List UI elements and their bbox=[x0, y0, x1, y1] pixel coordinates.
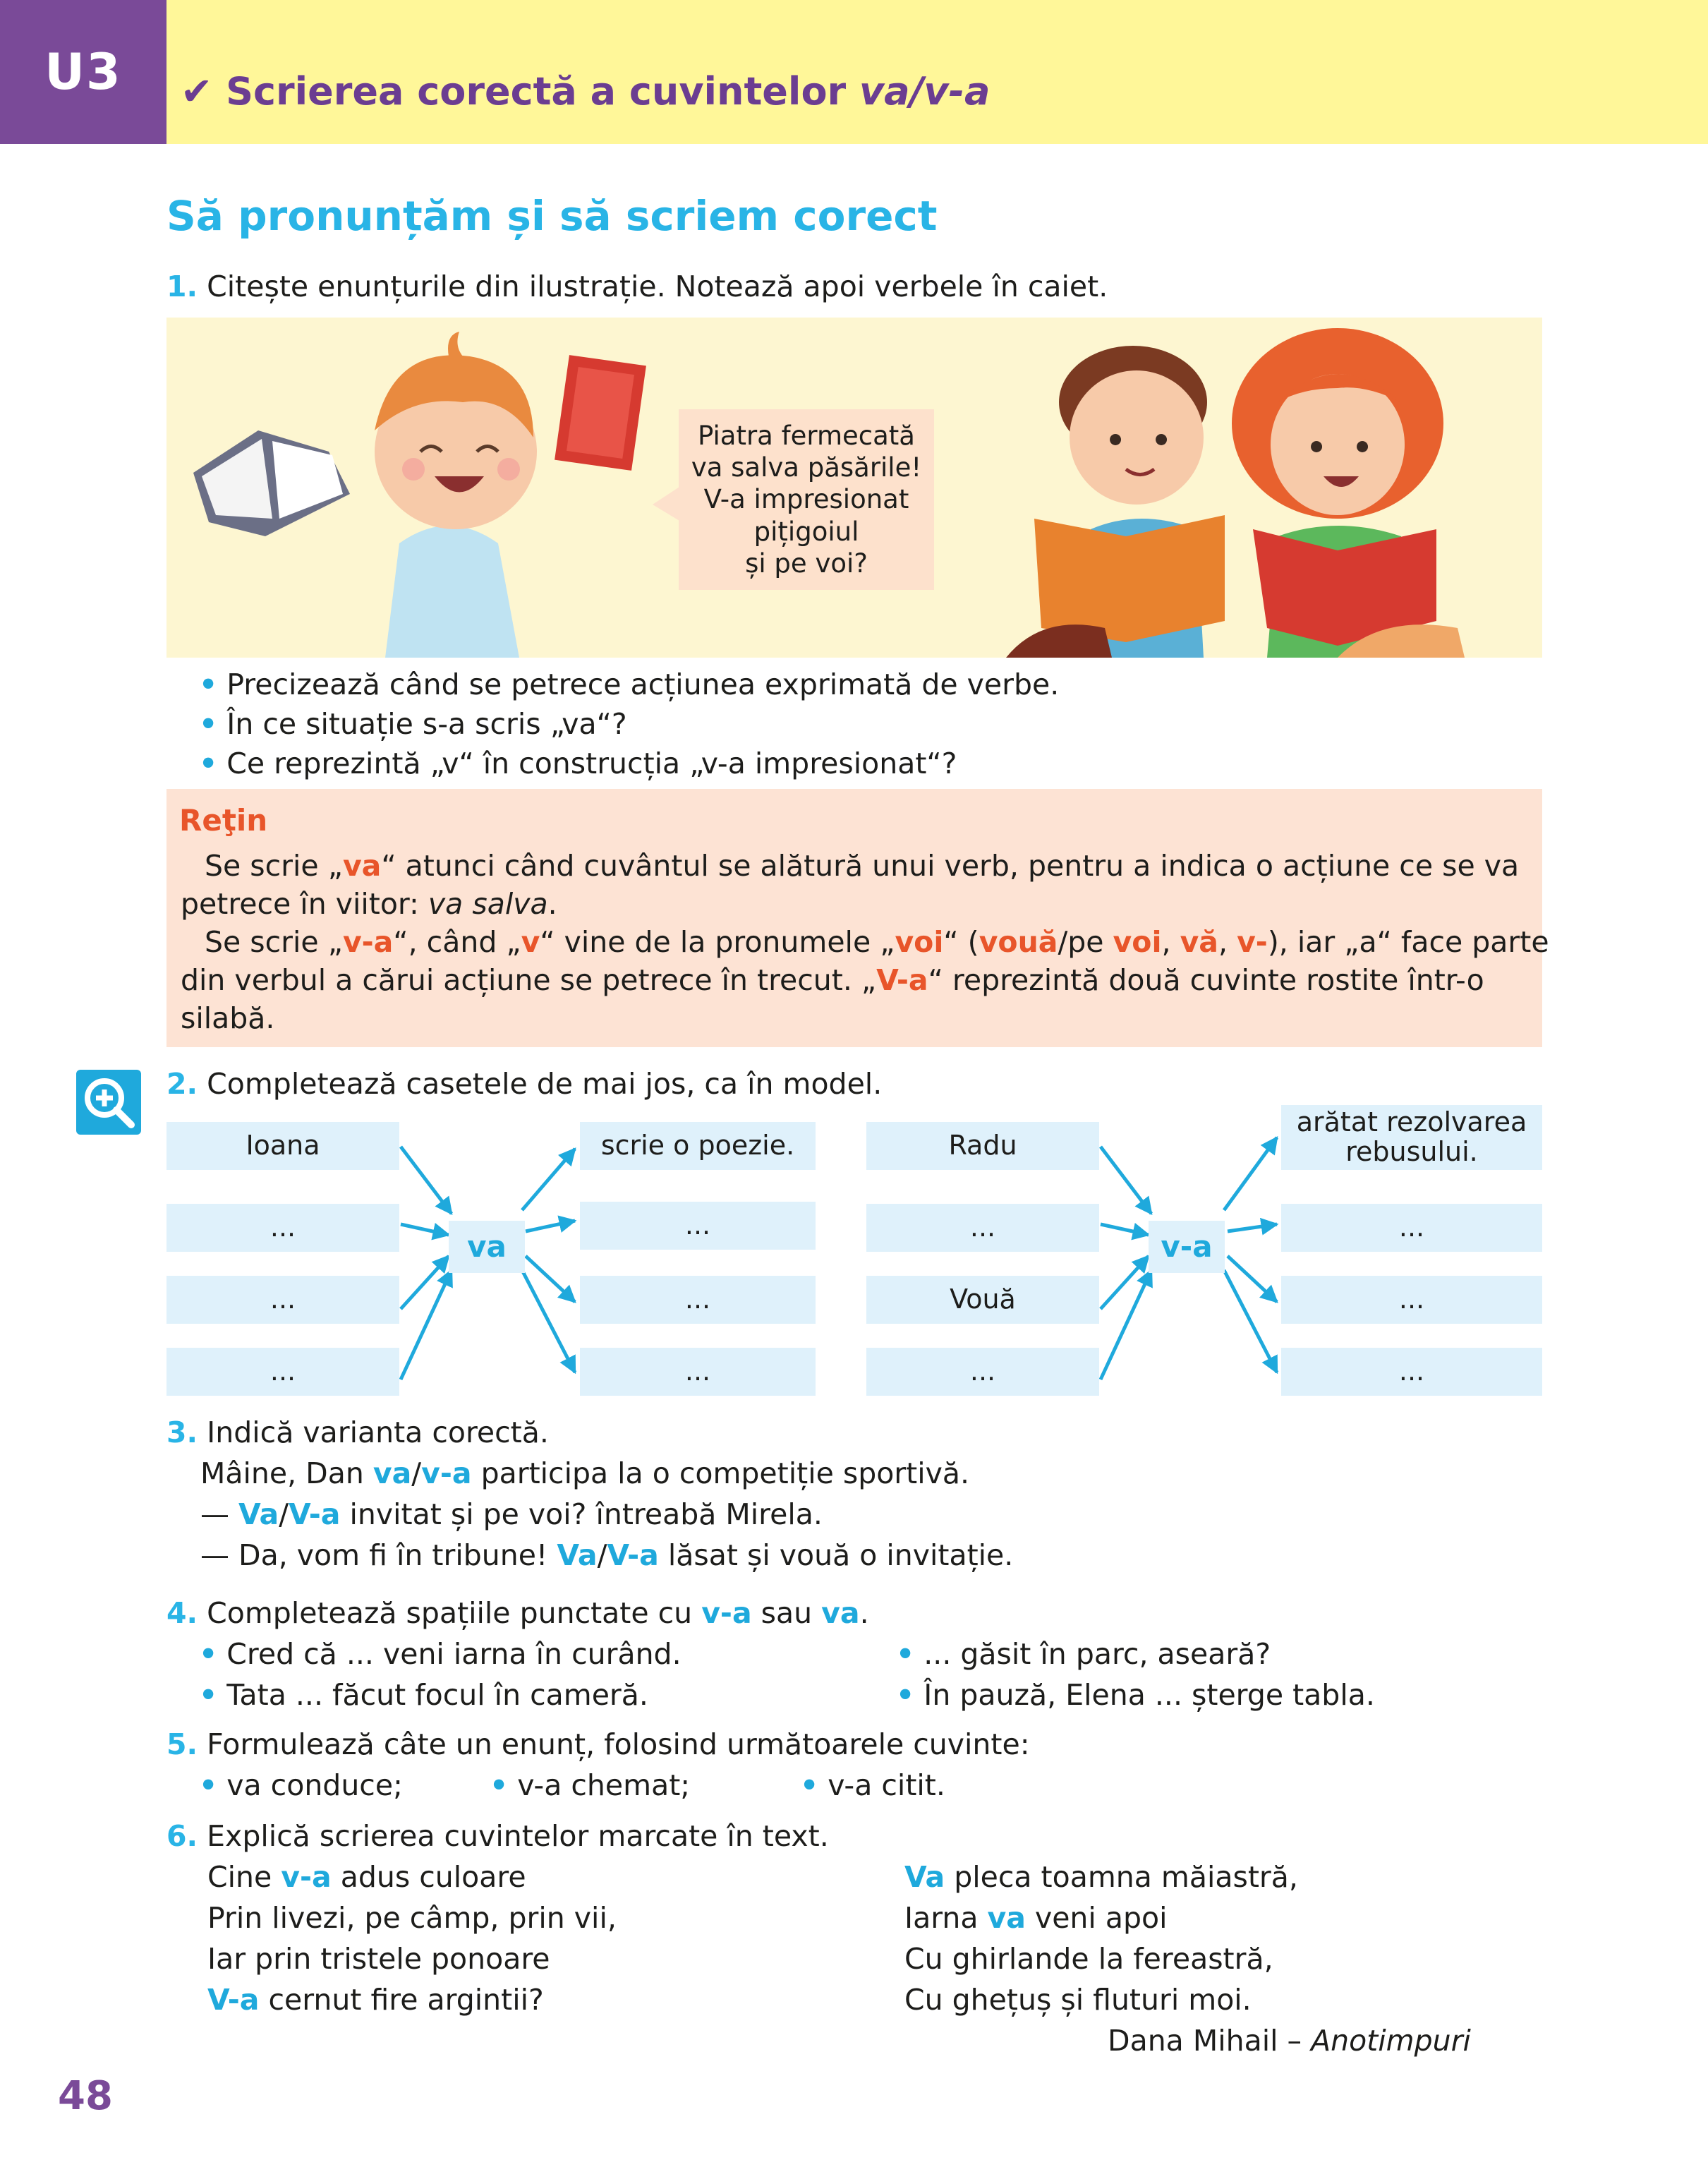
poem-line: Prin livezi, pe câmp, prin vii, bbox=[207, 1901, 617, 1935]
input-box[interactable]: ... bbox=[866, 1348, 1099, 1396]
page-number: 48 bbox=[58, 2073, 113, 2119]
output-box[interactable]: ... bbox=[1281, 1204, 1542, 1252]
input-box[interactable]: ... bbox=[866, 1204, 1099, 1252]
ex4-item: • Cred că ... veni iarna în curând. bbox=[199, 1637, 682, 1671]
poem-line: Va pleca toamna măiastră, bbox=[904, 1860, 1298, 1894]
output-box[interactable]: ... bbox=[580, 1348, 816, 1396]
check-icon: ✔ bbox=[181, 69, 213, 114]
input-box[interactable]: ... bbox=[166, 1204, 399, 1252]
poem-line: Cu ghețuș și fluturi moi. bbox=[904, 1983, 1252, 2017]
rule-line: silabă. bbox=[181, 1001, 275, 1035]
output-box[interactable]: ... bbox=[1281, 1276, 1542, 1324]
ex3-line: — Da, vom fi în tribune! Va/V-a lăsat și vouă o invitație. bbox=[200, 1538, 1014, 1572]
ex1-bullet: • În ce situație s-a scris „va“? bbox=[199, 707, 627, 741]
poem-attribution: Dana Mihail – Anotimpuri bbox=[1108, 2024, 1471, 2058]
ex3-instruction: 3. Indică varianta corectă. bbox=[166, 1416, 549, 1449]
section-title: Să pronunțăm și să scriem corect bbox=[166, 192, 938, 240]
ex2-instruction: 2. Completează casetele de mai jos, ca în model. bbox=[166, 1067, 883, 1101]
ex3-line: — Va/V-a invitat și pe voi? întreabă Mirela. bbox=[200, 1497, 823, 1531]
poem-line: Cine v-a adus culoare bbox=[207, 1860, 526, 1894]
input-box[interactable]: ... bbox=[166, 1348, 399, 1396]
ex1-bullet: • Ce reprezintă „v“ în construcția „v-a impresionat“? bbox=[199, 747, 957, 780]
output-box[interactable]: ... bbox=[580, 1202, 816, 1250]
rule-line: din verbul a cărui acțiune se petrece în trecut. „V-a“ reprezintă două cuvinte rostite într-o bbox=[181, 963, 1484, 997]
output-box[interactable]: ... bbox=[1281, 1348, 1542, 1396]
ex4-instruction: 4. Completează spațiile punctate cu v-a sau va. bbox=[166, 1596, 869, 1630]
input-box[interactable]: Vouă bbox=[866, 1276, 1099, 1324]
ex5-item: • v-a citit. bbox=[800, 1768, 945, 1802]
rule-line: Se scrie „v-a“, când „v“ vine de la pronumele „voi“ (vouă/pe voi, vă, v-), iar „a“ face parte bbox=[205, 925, 1549, 959]
poem-line: V-a cernut fire argintii? bbox=[207, 1983, 544, 2017]
input-box[interactable]: Ioana bbox=[166, 1122, 399, 1170]
input-box[interactable]: Radu bbox=[866, 1122, 1099, 1170]
ex1-bullet: • Precizează când se petrece acțiunea exprimată de verbe. bbox=[199, 668, 1060, 701]
center-word-v-a: v-a bbox=[1149, 1221, 1225, 1273]
ex1-instruction: 1. Citește enunțurile din ilustrație. Notează apoi verbele în caiet. bbox=[166, 270, 1108, 303]
ex4-item: • În pauză, Elena ... șterge tabla. bbox=[896, 1678, 1375, 1712]
poem-line: Cu ghirlande la fereastră, bbox=[904, 1942, 1273, 1976]
ex4-item: • ... găsit în parc, aseară? bbox=[896, 1637, 1271, 1671]
ex5-item: • va conduce; bbox=[199, 1768, 403, 1802]
rule-line: Se scrie „va“ atunci când cuvântul se alătură unui verb, pentru a indica o acțiune ce se va bbox=[205, 849, 1520, 883]
ex5-item: • v-a chemat; bbox=[490, 1768, 691, 1802]
output-box[interactable]: ... bbox=[580, 1276, 816, 1324]
lesson-title: ✔ Scrierea corectă a cuvintelor va/v-a bbox=[181, 69, 991, 114]
poem-line: Iarna va veni apoi bbox=[904, 1901, 1168, 1935]
rule-line: petrece în viitor: va salva. bbox=[181, 887, 557, 921]
ex5-instruction: 5. Formulează câte un enunț, folosind următoarele cuvinte: bbox=[166, 1727, 1030, 1761]
speech-bubble: Piatra fermecată va salva păsările! V-a impresionat pițigoiul și pe voi? bbox=[679, 409, 934, 590]
input-box[interactable]: ... bbox=[166, 1276, 399, 1324]
output-box[interactable]: scrie o poezie. bbox=[580, 1122, 816, 1170]
ex6-instruction: 6. Explică scrierea cuvintelor marcate în text. bbox=[166, 1819, 829, 1853]
center-word-va: va bbox=[449, 1221, 525, 1273]
rule-title: Reţin bbox=[179, 803, 268, 838]
poem-line: Iar prin tristele ponoare bbox=[207, 1942, 550, 1976]
ex4-item: • Tata ... făcut focul în cameră. bbox=[199, 1678, 648, 1712]
ex3-line: Mâine, Dan va/v-a participa la o competiție sportivă. bbox=[200, 1456, 970, 1490]
unit-badge: U3 bbox=[0, 0, 166, 144]
output-box[interactable]: arătat rezolvarea rebusului. bbox=[1281, 1105, 1542, 1170]
